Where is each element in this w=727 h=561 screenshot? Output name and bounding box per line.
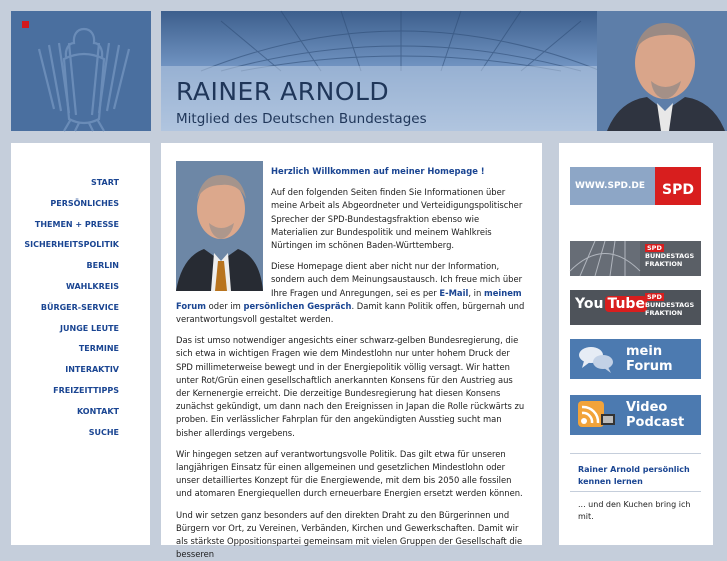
forum-banner[interactable] xyxy=(570,339,701,379)
youtube-you: You xyxy=(575,296,604,312)
right-sidebar xyxy=(559,143,713,545)
fraktion-line2: BUNDESTAGS xyxy=(645,252,695,260)
forum-link[interactable]: meinem Forum xyxy=(176,287,522,311)
red-square xyxy=(22,21,29,28)
nav-item-start[interactable]: START xyxy=(90,178,119,187)
header-banner xyxy=(161,11,727,131)
spd-url: WWW.SPD.DE xyxy=(575,181,646,191)
welcome-heading: Herzlich Willkommen auf meiner Homepage ! xyxy=(271,166,485,176)
fraktion-text xyxy=(645,244,699,268)
text-fragment: oder im xyxy=(205,300,244,311)
podcast-line2: Podcast xyxy=(626,415,685,430)
youtube-logo xyxy=(573,296,647,312)
nav-item-wahlkreis[interactable]: WAHLKREIS xyxy=(65,281,119,291)
intro-paragraph: Auf den folgenden Seiten finden Sie Informationen über meine Arbeit als Abgeordneter und Verteidigungspolitischer Sprecher der SPD-Bundestagsfraktion ebenso wie Materialien zur Bundespolitik und meinem Wahlkreis Nürtingen im schönen Baden-Württemberg. xyxy=(271,187,523,251)
nav-item-termine[interactable]: TERMINE xyxy=(78,344,119,354)
speech-bubbles-icon xyxy=(578,345,614,373)
nav-item-sicherheitspolitik[interactable]: SICHERHEITSPOLITIK xyxy=(24,240,119,250)
bundestag-logo xyxy=(11,11,151,131)
meet-rainer-text: ... und den Kuchen bring ich mit. xyxy=(578,500,691,521)
conversation-link[interactable]: persönlichen Gespräch xyxy=(243,300,352,311)
nav-item-freizeittipps[interactable]: FREIZEITTIPPS xyxy=(53,385,119,395)
nav-item-buerger-service[interactable]: BÜRGER-SERVICE xyxy=(40,302,119,312)
eagle-icon xyxy=(19,19,149,131)
podcast-banner[interactable] xyxy=(570,395,701,435)
podcast-line1: Video xyxy=(626,400,668,415)
dome-thumbnail xyxy=(570,241,640,276)
nav-item-kontakt[interactable]: KONTAKT xyxy=(76,406,119,416)
fraktion-spd: SPD xyxy=(647,244,662,252)
text-fragment: , in xyxy=(468,287,484,298)
nav-item-berlin[interactable]: BERLIN xyxy=(86,261,119,271)
responsibility-paragraph: Wir hingegen setzen auf verantwortungsvolle Politik. Das gilt etwa für unseren langjährigen Einsatz für einen allgemeinen und gesetzlichen Mindestlohn oder unser detailliertes Konzept für die Energiewende, mit dem bis 2050 alle fossilen und atomaren Energiequellen durch erneuerbare Energien ersetzt werden können. xyxy=(176,448,523,499)
local-paragraph: Und wir setzen ganz besonders auf den direkten Draht zu den Bürgerinnen und Bürgern vor Ort, zu Vereinen, Verbänden, Kirchen und Gewerkschaften. Damit wir als stärkste Oppositionspartei gemeinsam mit vielen Gruppen der Gesellschaft die besseren xyxy=(176,509,523,560)
nav-item-themen-presse[interactable]: THEMEN + PRESSE xyxy=(34,219,119,229)
text-fragment: . Damit kann Politik offen, bürgernah und verantwortungsvoll gestaltet werden. xyxy=(176,300,525,325)
portrait-photo xyxy=(176,161,263,291)
nav-item-interaktiv[interactable]: INTERAKTIV xyxy=(65,365,119,375)
email-link[interactable]: E-Mail xyxy=(439,287,469,298)
forum-line2: Forum xyxy=(626,359,673,374)
sidebar-divider xyxy=(570,491,701,492)
fraktion-banner[interactable] xyxy=(570,241,701,276)
fraktion-line3: FRAKTION xyxy=(645,309,683,317)
text-fragment: Diese Homepage dient aber nicht nur der Information, sondern auch dem Meinungsaustausch. Ich freue mich über Ihre Fragen und Anregungen, sei es per xyxy=(271,261,523,298)
nav-item-suche[interactable]: SUCHE xyxy=(88,427,119,437)
spd-banner[interactable] xyxy=(570,167,701,205)
forum-line1: mein xyxy=(626,344,663,359)
meet-rainer-link[interactable]: Rainer Arnold persönlich kennen lernen xyxy=(578,465,690,486)
sidebar-divider xyxy=(570,453,701,454)
site-title: RAINER ARNOLD xyxy=(176,77,390,106)
youtube-tube: Tube xyxy=(607,296,645,312)
main-content xyxy=(161,143,542,560)
policy-paragraph: Das ist umso notwendiger angesichts einer schwarz-gelben Bundesregierung, die sich etwa in wichtigen Fragen wie dem Mindestlohn nur unter hohem Druck der SPD millimeterweise bewegt und in der Energiepolitik völlig versagt. Wir hatten unter Rot/Grün einen gesellschaftlich anerkannten Konsens für den Austrieg aus der Kernenergie erreicht. Die derzeitige Bundesregierung hat diesen Konsens zunächst gekündigt, um dann nach den Ereignissen in Japan die Rolle rückwärts zu proben. Ein verlässlicher Fahrplan für den angekündigten Ausstieg sucht man bisher allerdings vergebens. xyxy=(176,335,525,438)
nav-item-junge-leute[interactable]: JUNGE LEUTE xyxy=(60,323,119,333)
youtube-banner[interactable] xyxy=(570,290,701,325)
podcast-icon xyxy=(577,400,617,430)
header-portrait xyxy=(597,11,727,131)
spd-logo: SPD xyxy=(655,167,701,205)
main-navigation xyxy=(11,143,150,545)
fraktion-line3: FRAKTION xyxy=(645,260,683,268)
fraktion-line2: BUNDESTAGS xyxy=(645,301,695,309)
site-subtitle: Mitglied des Deutschen Bundestages xyxy=(176,111,427,127)
youtube-fraktion-text xyxy=(645,293,699,317)
fraktion-spd: SPD xyxy=(647,293,662,301)
nav-item-persoenliches[interactable]: PERSÖNLICHES xyxy=(50,198,119,208)
